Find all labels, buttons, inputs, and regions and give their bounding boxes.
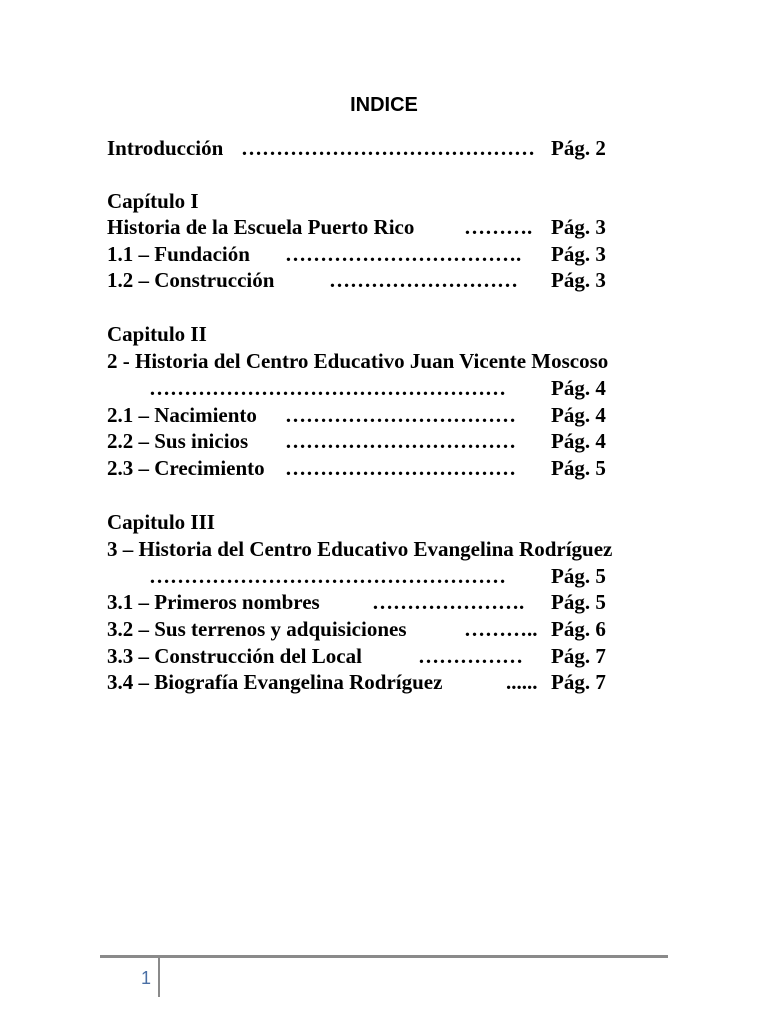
toc-entry-page: Pág. 3 <box>551 242 606 266</box>
toc-entry-leader: ……………………………. <box>285 242 522 266</box>
toc-entry-label: 2.3 – Crecimiento <box>107 456 265 480</box>
toc-entry-leader: …………………………………… <box>241 136 535 160</box>
toc-entry-label: 1.2 – Construcción <box>107 268 275 292</box>
toc-entry-label: 1.1 – Fundación <box>107 242 250 266</box>
toc-entry-leader: ...... <box>506 670 538 694</box>
toc-entry-leader: …………… <box>418 644 523 668</box>
footer-rule <box>100 955 668 958</box>
toc-entry-label: 2.2 – Sus inicios <box>107 429 249 453</box>
toc-entry-label: 3.4 – Biografía Evangelina Rodríguez <box>107 670 443 694</box>
toc-entry-label: 3.3 – Construcción del Local <box>107 644 362 668</box>
toc-chapter-title-2: 2 - Historia del Centro Educativo Juan Vicente Moscoso <box>107 349 609 373</box>
toc-entry-leader: …………………………… <box>285 456 516 480</box>
toc-chapter-heading-3: Capitulo III <box>107 510 215 534</box>
toc-entry-leader: ……….. <box>464 617 538 641</box>
toc-chapter-heading-1: Capítulo I <box>107 189 199 213</box>
toc-entry-leader: ………. <box>464 215 533 239</box>
toc-entry-page: Pág. 4 <box>551 429 606 453</box>
footer-separator <box>158 957 160 997</box>
page-number: 1 <box>140 968 151 988</box>
document-title: INDICE <box>350 94 418 116</box>
toc-entry-page: Pág. 5 <box>551 456 606 480</box>
toc-entry-label: 2.1 – Nacimiento <box>107 403 257 427</box>
toc-entry-page: Pág. 3 <box>551 268 606 292</box>
toc-chapter-heading-2: Capitulo II <box>107 322 207 346</box>
toc-entry-page: Pág. 6 <box>551 617 606 641</box>
toc-entry-page: Pág. 2 <box>551 136 606 160</box>
toc-entry-page: Pág. 3 <box>551 215 606 239</box>
toc-entry-page: Pág. 4 <box>551 403 606 427</box>
toc-entry-page: Pág. 7 <box>551 644 606 668</box>
toc-entry-leader: ……………………… <box>329 268 518 292</box>
toc-entry-leader: …………………………………………… <box>149 564 506 588</box>
toc-entry-label: Introducción <box>107 136 224 160</box>
toc-entry-page: Pág. 5 <box>551 590 606 614</box>
toc-entry-leader: …………………. <box>372 590 525 614</box>
toc-entry-leader: …………………………… <box>285 403 516 427</box>
toc-entry-page: Pág. 5 <box>551 564 606 588</box>
toc-entry-label: Historia de la Escuela Puerto Rico <box>107 215 415 239</box>
toc-chapter-title-3: 3 – Historia del Centro Educativo Evangelina Rodríguez <box>107 537 613 561</box>
toc-entry-label: 3.2 – Sus terrenos y adquisiciones <box>107 617 407 641</box>
toc-entry-page: Pág. 4 <box>551 376 606 400</box>
toc-entry-page: Pág. 7 <box>551 670 606 694</box>
toc-entry-label: 3.1 – Primeros nombres <box>107 590 320 614</box>
toc-entry-leader: …………………………………………… <box>149 376 506 400</box>
toc-entry-leader: …………………………… <box>285 429 516 453</box>
